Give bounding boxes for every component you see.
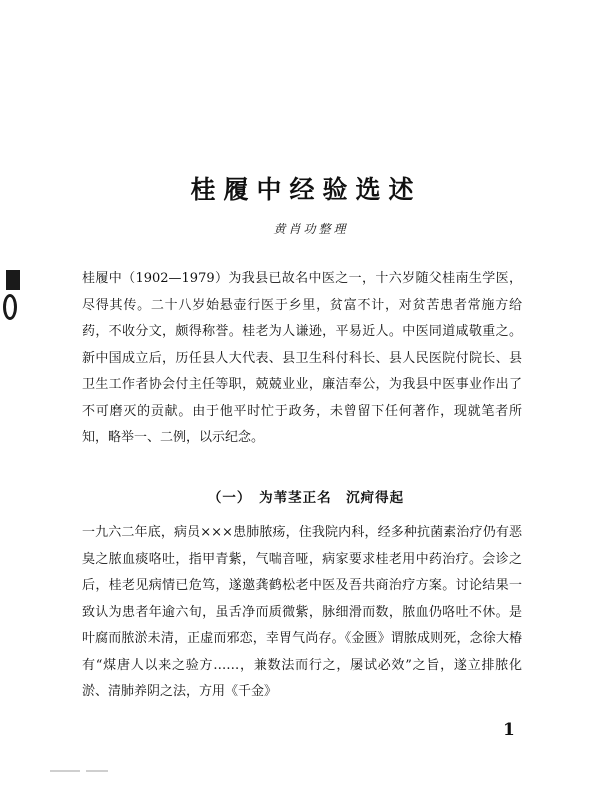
scan-speck: [50, 770, 80, 772]
section-heading: （一） 为苇茎正名 沉疴得起: [207, 490, 405, 506]
intro-paragraph: 桂履中（1902—1979）为我县已故名中医之一，十六岁随父桂南生学医，尽得其传。二十八岁始悬壶行医于乡里，贫富不计，对贫苦患者常施方给药，不收分文，颇得称誉。桂老为人谦逊，平易近人。中医同道咸敬重之。新中国成立后，历任县人大代表、县卫生科付科长、县人民医院付院长、县卫生工作者协会付主任等职，兢兢业业，廉洁奉公，为我县中医事业作出了不可磨灭的贡献。由于他平时忙于政务，未曾留下任何著作，现就笔者所知，略举一、二例，以示纪念。: [82, 271, 522, 445]
author-line: 黄肖功整理: [273, 222, 349, 236]
page-title: 桂履中经验选述: [190, 175, 422, 204]
binding-mark: [0, 270, 22, 330]
binding-ring: [3, 294, 17, 320]
page-number: 1: [503, 720, 515, 740]
scan-speck: [86, 770, 108, 772]
binding-bar: [6, 270, 20, 290]
section-paragraph: 一九六二年底，病员×××患肺脓疡，住我院内科，经多种抗菌素治疗仍有恶臭之脓血痰咯吐，指甲青紫，气喘音哑，病家要求桂老用中药治疗。会诊之后，桂老见病情已危笃，遂邀龚鹤松老中医及吾共商治疗方案。讨论结果一致认为患者年逾六旬，虽舌净而质微紫，脉细滑而数，脓血仍咯吐不休。是叶腐而脓淤未清，正虚而邪恋，幸胃气尚存。《金匮》谓脓成则死，念徐大椿有“煤唐人以来之验方……，兼数法而行之，屡试必效”之旨，遂立排脓化淤、清肺养阴之法，方用《千金》: [82, 525, 522, 699]
